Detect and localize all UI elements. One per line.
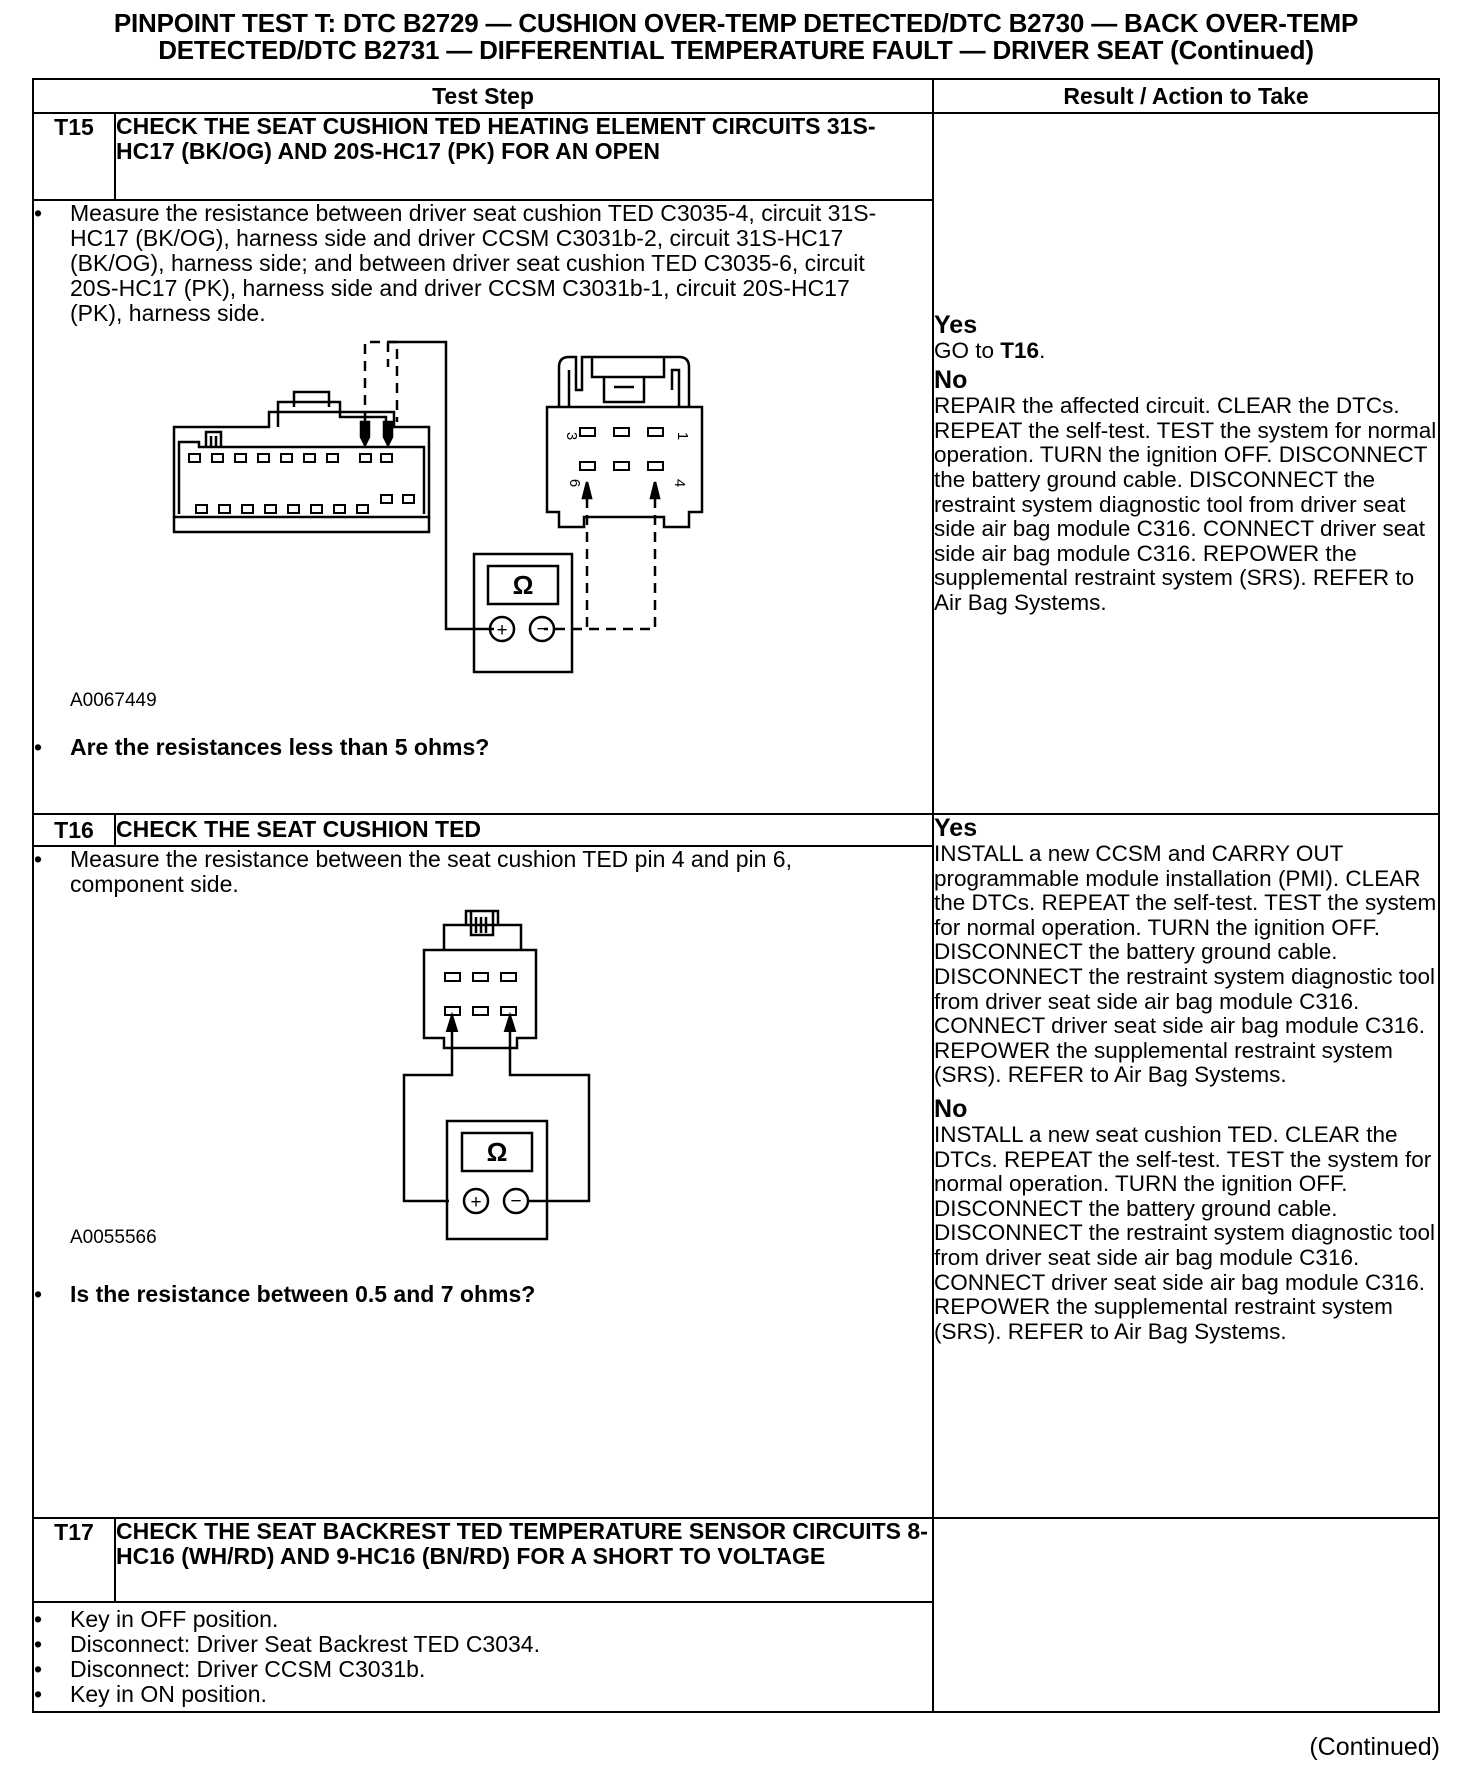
no-action-t16: INSTALL a new seat cushion TED. CLEAR the DTCs. REPEAT the self-test. TEST the system for normal operation. TURN the ignition OFF. DISCONNECT the battery ground cable. DISCONNECT the restraint system diagnostic tool from driver seat side air bag module C316. CONNECT driver seat side air bag module C316. REPOWER the supplemental restraint system (SRS). REFER to Air Bag Systems. <box>934 1121 1436 1344</box>
yes-action-t16: INSTALL a new CCSM and CARRY OUT programmable module installation (PMI). CLEAR the DTCs. REPEAT the self-test. TEST the system for normal operation. TURN the ignition OFF. DISCONNECT the battery ground cable. DISCONNECT the restraint system diagnostic tool from driver seat side air bag module C316. CONNECT driver seat side air bag module C316. REPOWER the supplemental restraint system (SRS). REFER to Air Bag Systems. <box>934 841 1437 1088</box>
goto-target-t16: T16 <box>1000 337 1040 363</box>
pin-label-6: 6 <box>566 478 583 488</box>
step-title-t15: CHECK THE SEAT CUSHION TED HEATING ELEMENT CIRCUITS 31S-HC17 (BK/OG) AND 20S-HC17 (PK) FOR AN OPEN <box>115 113 933 200</box>
title-line-1: PINPOINT TEST T: DTC B2729 — CUSHION OVER-TEMP DETECTED/DTC B2730 — BACK OVER-TEMP <box>113 8 1359 38</box>
yes-action-suffix-t15: . <box>1039 337 1046 363</box>
instruction-t15 <box>34 201 932 326</box>
figure-id-t15: A0067449 <box>70 690 157 711</box>
bullet-marker: • <box>34 734 43 760</box>
bullet-marker: • <box>34 200 43 226</box>
bullet-item-t17-2 <box>34 1632 932 1657</box>
ohm-symbol-t16: Ω <box>486 1137 508 1167</box>
bullet-marker: • <box>34 1656 43 1682</box>
bullet-text-t17-4: Key in ON position. <box>70 1681 267 1707</box>
question-t16 <box>34 1282 932 1307</box>
question-text-t16: Is the resistance between 0.5 and 7 ohms? <box>70 1281 536 1307</box>
pin-label-1: 1 <box>674 431 691 441</box>
t15-connector-diagram <box>24 332 884 702</box>
bullet-marker: • <box>34 1606 43 1632</box>
pin-label-4: 4 <box>671 478 688 488</box>
yes-label-t15: Yes <box>934 310 978 339</box>
step-id-t15: T15 <box>33 113 115 200</box>
instruction-t16 <box>34 847 932 897</box>
pinpoint-test-table <box>32 78 1440 1713</box>
bullet-text-t17-3: Disconnect: Driver CCSM C3031b. <box>70 1656 426 1682</box>
step-title-t17: CHECK THE SEAT BACKREST TED TEMPERATURE SENSOR CIRCUITS 8-HC16 (WH/RD) AND 9-HC16 (BN/RD) FOR A SHORT TO VOLTAGE <box>115 1518 933 1602</box>
bullet-marker: • <box>34 1631 43 1657</box>
page-title <box>0 10 1472 64</box>
yes-action-t15 <box>934 339 1438 364</box>
meter-plus-terminal-t16: + <box>470 1192 482 1213</box>
header-result-action: Result / Action to Take <box>933 79 1439 113</box>
bullet-text-t17-2: Disconnect: Driver Seat Backrest TED C3034. <box>70 1631 540 1657</box>
t16-connector-diagram <box>24 903 884 1243</box>
step-id-t17: T17 <box>33 1518 115 1602</box>
bullet-item-t17-4 <box>34 1682 932 1707</box>
question-t15 <box>34 735 932 760</box>
header-test-step: Test Step <box>33 79 933 113</box>
instruction-text-t15: Measure the resistance between driver seat cushion TED C3035-4, circuit 31S-HC17 (BK/OG), harness side and driver CCSM C3031b-2, circuit 31S-HC17 (BK/OG), harness side; and between driver seat cushion TED C3035-6, circuit 20S-HC17 (PK), harness side and driver CCSM C3031b-1, circuit 20S-HC17 (PK), harness side. <box>70 200 877 326</box>
bullet-item-t17-1 <box>34 1607 932 1632</box>
result-cell-t17 <box>933 1518 1439 1712</box>
ohm-symbol: Ω <box>512 570 534 600</box>
instruction-text-t16: Measure the resistance between the seat cushion TED pin 4 and pin 6, component side. <box>70 846 792 897</box>
no-action-t15: REPAIR the affected circuit. CLEAR the DTCs. REPEAT the self-test. TEST the system for normal operation. TURN the ignition OFF. DISCONNECT the battery ground cable. DISCONNECT the restraint system diagnostic tool from driver seat side air bag module C316. CONNECT driver seat side air bag module C316. REPOWER the supplemental restraint system (SRS). REFER to Air Bag Systems. <box>934 393 1437 615</box>
result-cell-t15 <box>933 113 1439 814</box>
bullet-text-t17-1: Key in OFF position. <box>70 1606 279 1632</box>
title-line-2: DETECTED/DTC B2731 — DIFFERENTIAL TEMPERATURE FAULT — DRIVER SEAT (Continued) <box>158 35 1314 65</box>
bullet-marker: • <box>34 846 43 872</box>
no-label-t15: No <box>934 366 968 395</box>
bullet-marker: • <box>34 1681 43 1707</box>
result-cell-t16 <box>933 814 1439 1518</box>
question-text-t15: Are the resistances less than 5 ohms? <box>70 734 490 760</box>
pin-label-3: 3 <box>563 431 580 441</box>
meter-minus-terminal-t16: − <box>510 1191 522 1212</box>
step-body-t15 <box>33 200 933 814</box>
step-title-t16: CHECK THE SEAT CUSHION TED <box>115 814 933 846</box>
bullet-item-t17-3 <box>34 1657 932 1682</box>
no-label-t16: No <box>934 1094 968 1123</box>
figure-id-t16: A0055566 <box>70 1227 157 1248</box>
meter-minus-terminal: − <box>536 619 548 640</box>
meter-plus-terminal: + <box>496 620 508 641</box>
bullet-marker: • <box>34 1281 43 1307</box>
step-body-t17 <box>33 1602 933 1712</box>
step-body-t16 <box>33 846 933 1518</box>
yes-action-prefix-t15: GO to <box>934 337 1001 363</box>
step-id-t16: T16 <box>33 814 115 846</box>
yes-label-t16: Yes <box>934 814 978 842</box>
continued-label: (Continued) <box>1309 1733 1440 1761</box>
